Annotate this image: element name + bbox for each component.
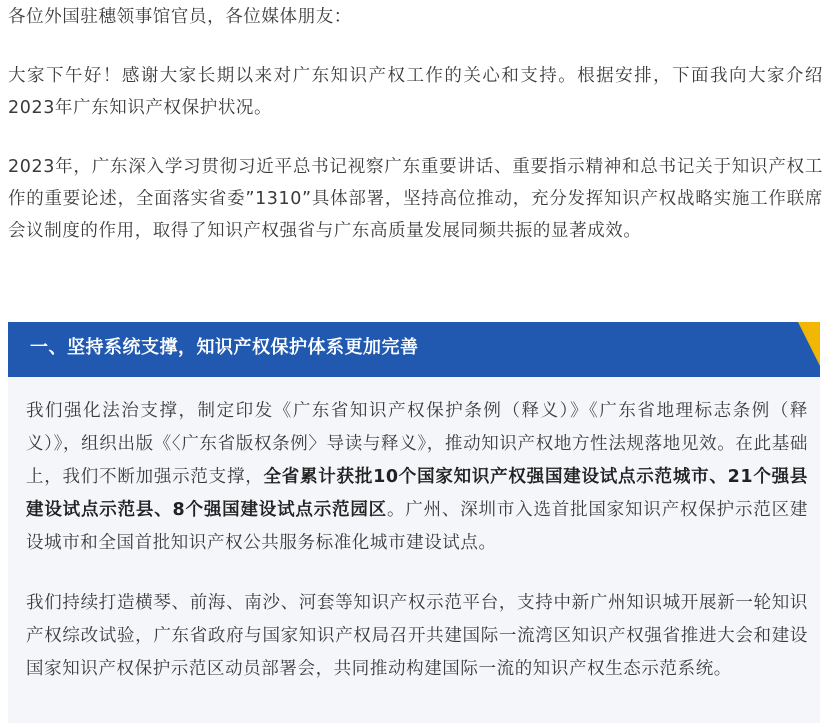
corner-accent-decoration xyxy=(798,322,820,366)
section-title: 一、坚持系统支撑，知识产权保护体系更加完善 xyxy=(30,337,419,358)
overview-paragraph: 2023年，广东深入学习贯彻习近平总书记视察广东重要讲话、重要指示精神和总书记关于知识产权工作的重要论述，全面落实省委”1310”具体部署，坚持高位推动，充分发挥知识产权战略实施工作联席会议制度的作用，取得了知识产权强省与广东高质量发展同频共振的显著成效。 xyxy=(8,157,823,241)
paragraph-text: 我们强化法治支撑，制定印发《广东省知识产权保护条例（释义）》《广东省地理标志条例（释义）》，组织出版《〈广东省版权条例〉导读与释义》，推动知识产权地方性法规落地见效。在此基础上，我们不断加强示范支撑， xyxy=(26,401,808,487)
section-body xyxy=(8,377,820,723)
paragraph-text: 。广州、深圳市入选首批国家知识产权保护示范区建设城市和全国首批知识产权公共服务标准化城市建设试点。 xyxy=(26,500,808,553)
section-header xyxy=(8,322,820,377)
highlight-text: 全省累计获批10个国家知识产权强国建设试点示范城市、21个强县建设试点示范县、8个强国建设试点示范园区 xyxy=(26,467,808,520)
section-paragraph-1 xyxy=(26,395,808,560)
section-paragraph-2: 我们持续打造横琴、前海、南沙、河套等知识产权示范平台，支持中新广州知识城开展新一轮知识产权综改试验，广东省政府与国家知识产权局召开共建国际一流湾区知识产权强省推进大会和建设国家知识产权保护示范区动员部署会，共同推动构建国际一流的知识产权生态示范系统。 xyxy=(26,593,808,679)
intro-paragraph: 大家下午好！感谢大家长期以来对广东知识产权工作的关心和支持。根据安排，下面我向大家介绍2023年广东知识产权保护状况。 xyxy=(8,66,823,118)
greeting-paragraph: 各位外国驻穗领事馆官员，各位媒体朋友： xyxy=(8,7,352,27)
